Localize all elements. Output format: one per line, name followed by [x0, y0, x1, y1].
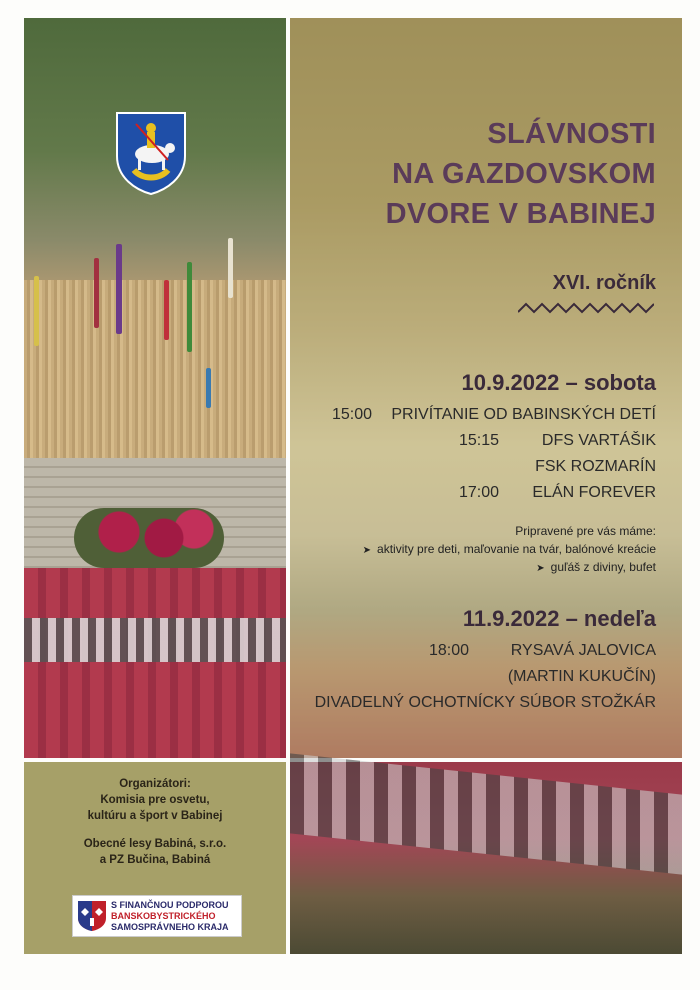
arrow-bullet-icon: ➤ — [536, 563, 545, 574]
photo-left — [24, 18, 286, 758]
support-line-1: S FINANČNOU PODPOROU — [111, 900, 229, 910]
reed-fence — [24, 280, 286, 460]
support-text — [111, 900, 229, 933]
ribbon — [206, 368, 211, 408]
ribbon — [34, 276, 39, 346]
program-item — [314, 694, 656, 714]
arrow-bullet-icon: ➤ — [362, 545, 372, 556]
program-name: RYSAVÁ JALOVICA — [510, 642, 656, 659]
title-line-2: NA GAZDOVSKOM — [392, 158, 656, 190]
program-item — [459, 458, 656, 478]
support-line-3: SAMOSPRÁVNEHO KRAJA — [111, 922, 229, 932]
organizer-line: Obecné lesy Babiná, s.r.o. — [83, 838, 227, 850]
program-name: DIVADELNÝ OCHOTNÍCKY SÚBOR STOŽKÁR — [314, 694, 656, 711]
program-time: 15:00 — [332, 406, 373, 423]
support-badge — [72, 895, 242, 937]
coat-of-arms-icon — [114, 110, 188, 196]
program-name: ELÁN FOREVER — [532, 484, 656, 501]
prepared-item-text: aktivity pre deti, maľovanie na tvár, balónové kreácie — [377, 542, 656, 556]
program-time: 18:00 — [429, 642, 470, 659]
prepared-heading: Pripravené pre vás máme: — [515, 524, 656, 538]
organizer-line: kultúru a šport v Babinej — [87, 810, 223, 822]
organizer-line: a PZ Bučina, Babiná — [99, 854, 211, 866]
title-line-3: DVORE V BABINEJ — [385, 198, 656, 230]
organizer-line: Komisia pre osvetu, — [100, 794, 210, 806]
ribbon — [187, 262, 192, 352]
ribbon — [228, 238, 233, 298]
zigzag-divider — [518, 302, 654, 314]
support-line-2: BANSKOBYSTRICKÉHO — [111, 911, 216, 921]
table-cloth — [24, 568, 286, 758]
region-crest-icon — [77, 900, 107, 932]
table-cloth-pattern — [24, 618, 286, 662]
program-time: 15:15 — [459, 432, 500, 449]
program-item — [332, 406, 656, 426]
program-item — [429, 642, 656, 662]
day2-heading: 11.9.2022 – nedeľa — [462, 606, 656, 631]
prepared-item-text: guľáš z diviny, bufet — [550, 560, 656, 574]
title-line-1: SLÁVNOSTI — [487, 118, 656, 150]
poster-title — [386, 114, 656, 234]
prepared-item — [536, 560, 656, 574]
program-time: 17:00 — [459, 484, 500, 501]
program-item — [429, 668, 656, 688]
ribbon — [116, 244, 122, 334]
ribbon — [164, 280, 169, 340]
program-name: PRIVÍTANIE OD BABINSKÝCH DETÍ — [391, 406, 656, 423]
ribbon — [94, 258, 99, 328]
photo-bottom-right — [290, 762, 682, 954]
table-cloth-pattern — [290, 753, 682, 874]
program-item — [459, 484, 656, 504]
day1-heading: 10.9.2022 – sobota — [461, 370, 656, 395]
organizers-heading: Organizátori: — [119, 778, 191, 790]
poster — [24, 18, 682, 954]
program-name: (MARTIN KUKUČÍN) — [507, 668, 656, 685]
flower-pot — [74, 508, 224, 568]
program-name: DFS VARTÁŠIK — [541, 432, 656, 449]
program-name: FSK ROZMARÍN — [535, 458, 656, 475]
program-item — [459, 432, 656, 452]
prepared-item — [363, 542, 656, 556]
edition-label: XVI. ročník — [552, 272, 656, 294]
